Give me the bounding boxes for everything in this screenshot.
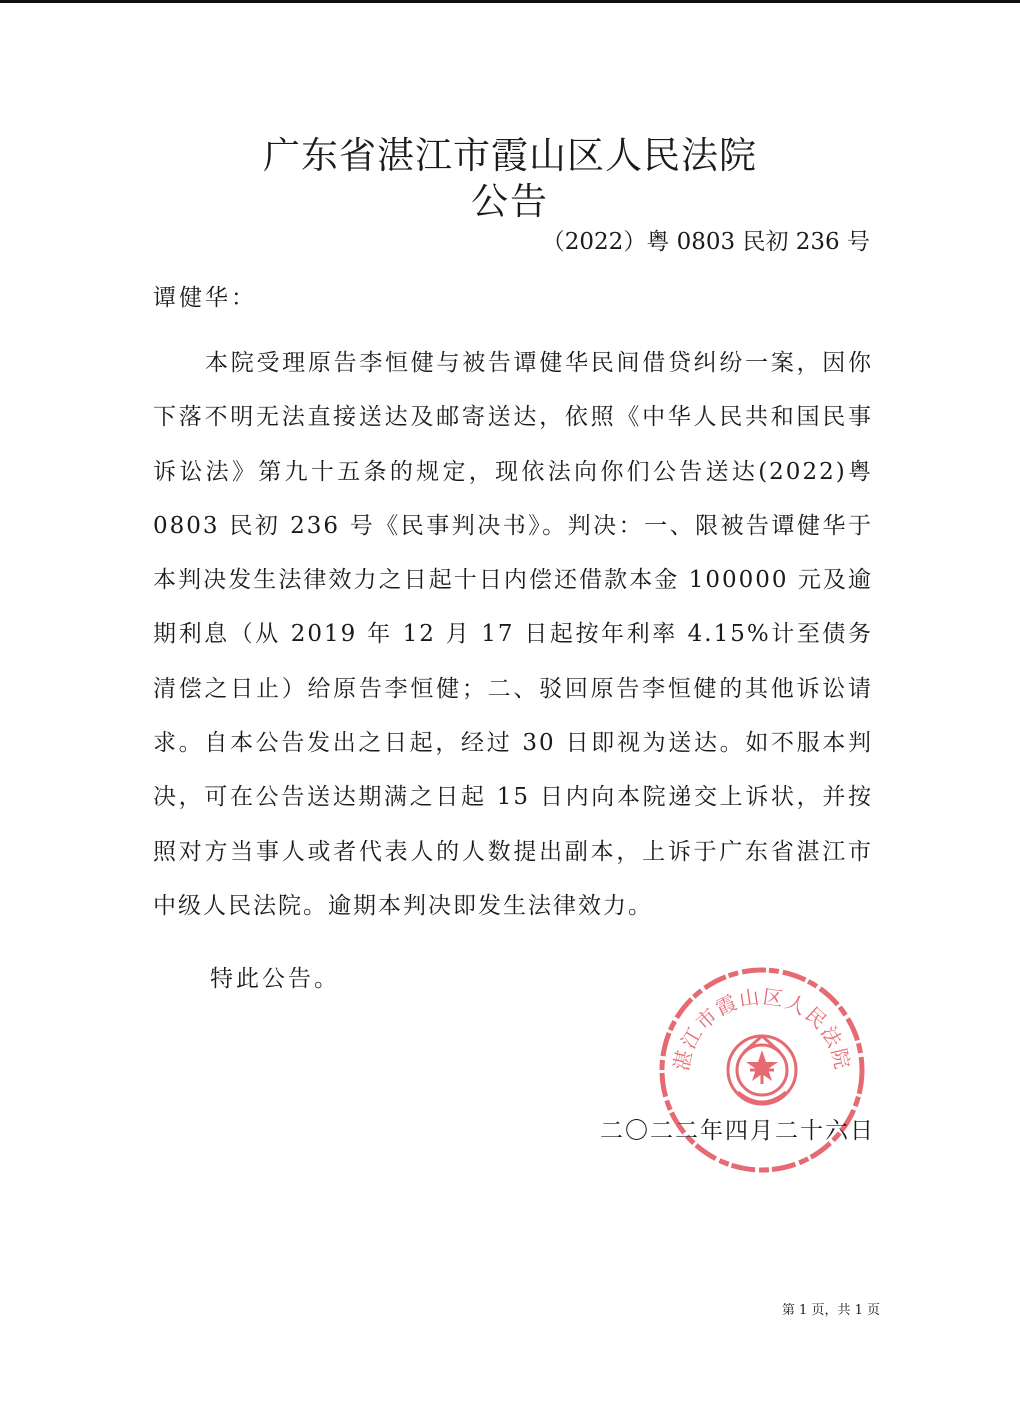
issue-date: 二〇二二年四月二十六日 [600, 1118, 875, 1144]
document-title: 公告 [471, 180, 549, 223]
court-name: 广东省湛江市霞山区人民法院 [263, 134, 757, 177]
seal-arc-text: 湛江市霞山区人民法院 [668, 984, 856, 1073]
scan-edge [0, 0, 1020, 3]
closing-statement: 特此公告。 [210, 966, 340, 992]
page-number: 第 1 页，共 1 页 [781, 1303, 880, 1318]
notice-body: 本院受理原告李恒健与被告谭健华民间借贷纠纷一案，因你下落不明无法直接送达及邮寄送达，依照《中华人民共和国民事诉讼法》第九十五条的规定，现依法向你们公告送达(2022)粤 0803 民初 236 号《民事判决书》。判决：一、限被告谭健华于本判决发生法律效力之日起十日内偿还借款本金 100000 元及逾期利息（从 2019 年 12 月 17 日起按年利率 4.15%计至债务清偿之日止）给原告李恒健；二、驳回原告李恒健的其他诉讼请求。自本公告发出之日起，经过 30 日即视为送达。如不服本判决，可在公告送达期满之日起 15 日内向本院递交上诉状，并按照对方当事人或者代表人的人数提出副本，上诉于广东省湛江市中级人民法院。逾期本判决即发生法律效力。 [153, 350, 873, 919]
addressee: 谭健华： [153, 285, 257, 311]
case-number: （2022）粤 0803 民初 236 号 [541, 229, 870, 255]
